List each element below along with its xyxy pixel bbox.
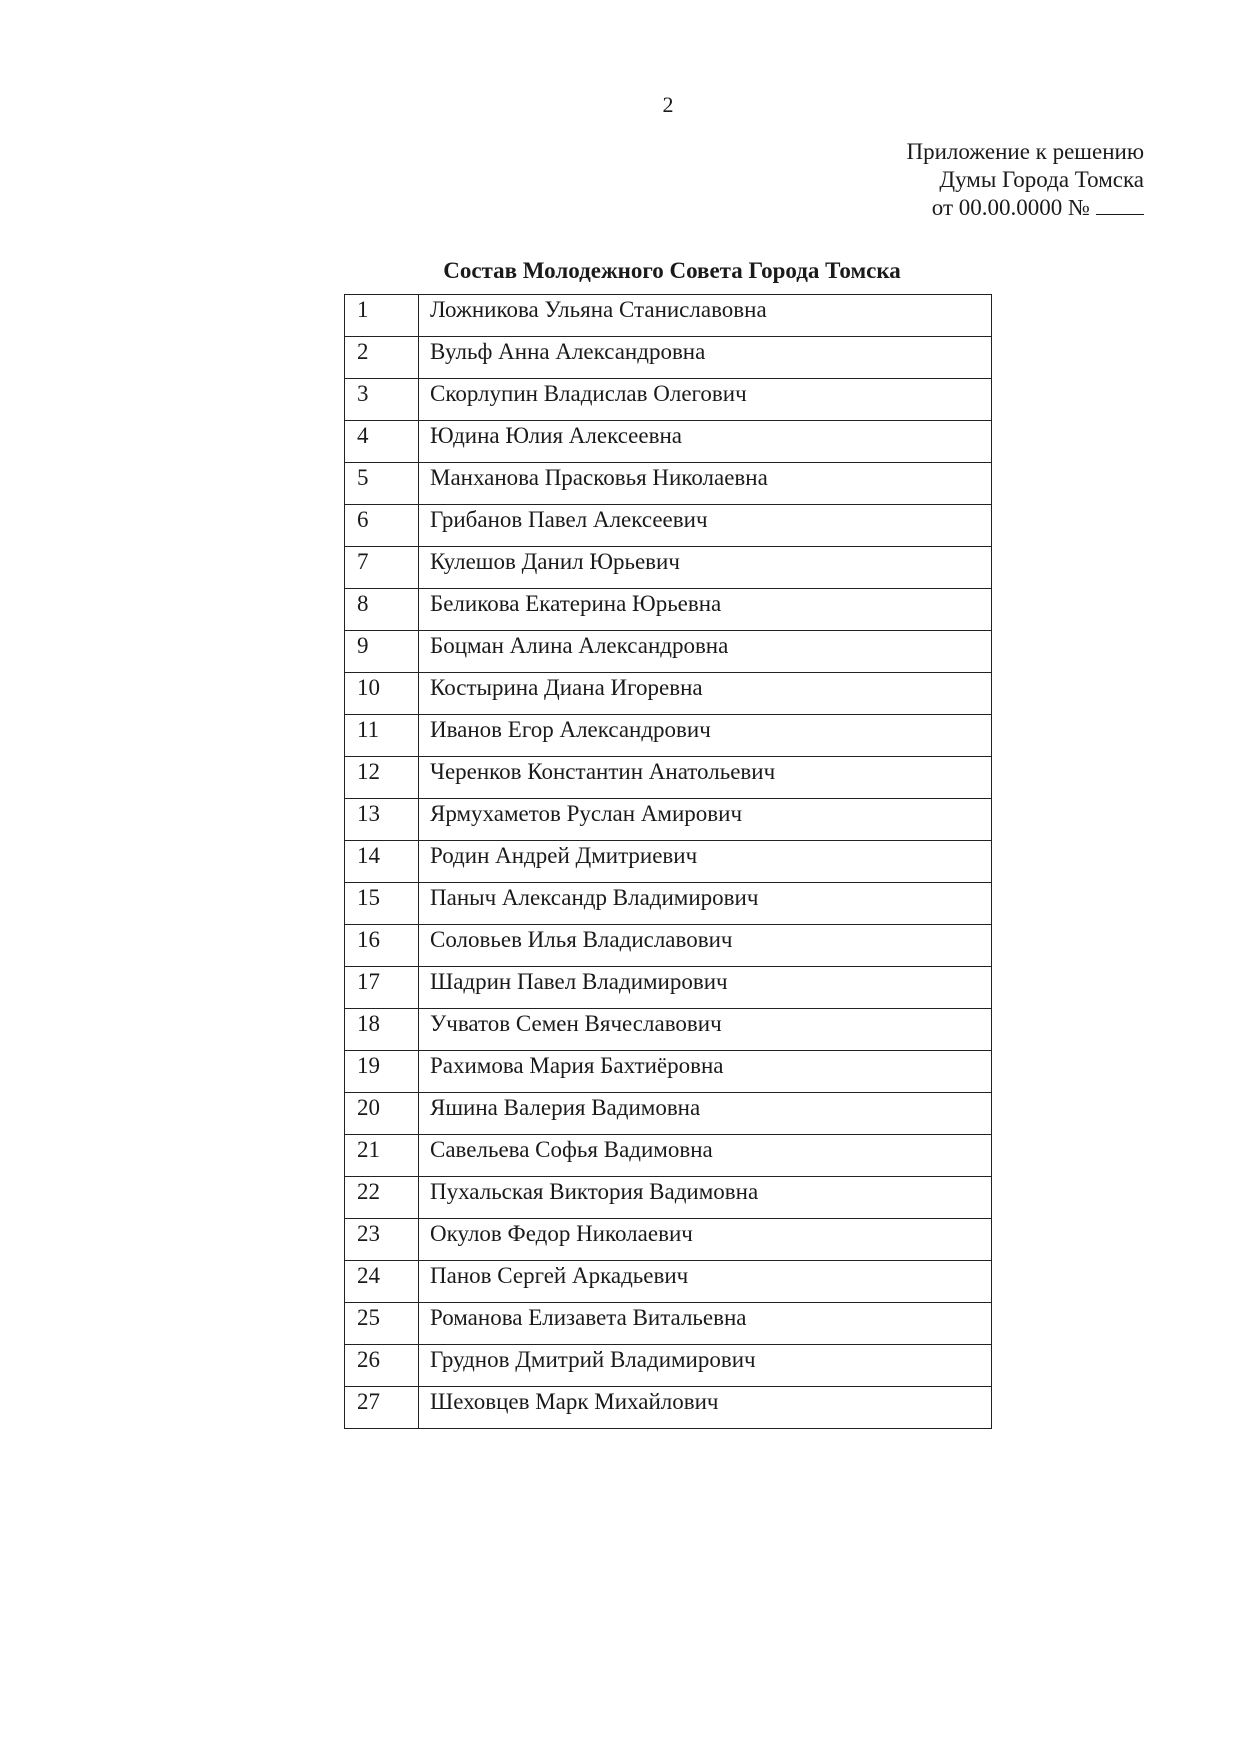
member-number: 15	[345, 883, 419, 925]
member-number: 23	[345, 1219, 419, 1261]
table-row	[345, 1177, 992, 1219]
table-row	[345, 295, 992, 337]
member-number: 14	[345, 841, 419, 883]
table-row	[345, 673, 992, 715]
table-row	[345, 757, 992, 799]
member-name: Панов Сергей Аркадьевич	[419, 1261, 992, 1303]
table-row	[345, 1261, 992, 1303]
attachment-line-1: Приложение к решению	[906, 139, 1144, 164]
attachment-line-2: Думы Города Томска	[939, 167, 1144, 192]
member-name: Иванов Егор Александрович	[419, 715, 992, 757]
table-row	[345, 925, 992, 967]
member-number: 1	[345, 295, 419, 337]
table-row	[345, 1303, 992, 1345]
member-name: Соловьев Илья Владиславович	[419, 925, 992, 967]
table-row	[345, 841, 992, 883]
member-number: 10	[345, 673, 419, 715]
member-number: 18	[345, 1009, 419, 1051]
table-row	[345, 715, 992, 757]
member-name: Беликова Екатерина Юрьевна	[419, 589, 992, 631]
member-number: 8	[345, 589, 419, 631]
table-row	[345, 967, 992, 1009]
table-row	[345, 463, 992, 505]
table-row	[345, 631, 992, 673]
member-name: Родин Андрей Дмитриевич	[419, 841, 992, 883]
table-row	[345, 337, 992, 379]
member-name: Савельева Софья Вадимовна	[419, 1135, 992, 1177]
table-row	[345, 379, 992, 421]
member-number: 24	[345, 1261, 419, 1303]
member-name: Кулешов Данил Юрьевич	[419, 547, 992, 589]
member-number: 21	[345, 1135, 419, 1177]
member-number: 6	[345, 505, 419, 547]
member-name: Юдина Юлия Алексеевна	[419, 421, 992, 463]
member-name: Боцман Алина Александровна	[419, 631, 992, 673]
table-row	[345, 1345, 992, 1387]
member-name: Груднов Дмитрий Владимирович	[419, 1345, 992, 1387]
table-row	[345, 547, 992, 589]
member-number: 16	[345, 925, 419, 967]
member-number: 12	[345, 757, 419, 799]
member-name: Скорлупин Владислав Олегович	[419, 379, 992, 421]
member-number: 27	[345, 1387, 419, 1429]
table-row	[345, 799, 992, 841]
members-table	[344, 294, 992, 1429]
table-row	[345, 883, 992, 925]
member-number: 13	[345, 799, 419, 841]
attachment-line-3	[906, 194, 1144, 222]
table-row	[345, 1219, 992, 1261]
member-name: Романова Елизавета Витальевна	[419, 1303, 992, 1345]
member-name: Яшина Валерия Вадимовна	[419, 1093, 992, 1135]
member-number: 17	[345, 967, 419, 1009]
table-row	[345, 1093, 992, 1135]
table-row	[345, 1387, 992, 1429]
member-name: Учватов Семен Вячеславович	[419, 1009, 992, 1051]
document-title: Состав Молодежного Совета Города Томска	[443, 258, 901, 283]
member-number: 22	[345, 1177, 419, 1219]
member-number: 26	[345, 1345, 419, 1387]
member-name: Шадрин Павел Владимирович	[419, 967, 992, 1009]
member-number: 7	[345, 547, 419, 589]
member-name: Пухальская Виктория Вадимовна	[419, 1177, 992, 1219]
table-row	[345, 421, 992, 463]
page-number: 2	[662, 92, 674, 117]
table-row	[345, 589, 992, 631]
member-name: Шеховцев Марк Михайлович	[419, 1387, 992, 1429]
table-row	[345, 1051, 992, 1093]
member-number: 2	[345, 337, 419, 379]
members-table-body	[345, 295, 992, 1429]
table-row	[345, 1135, 992, 1177]
member-name: Костырина Диана Игоревна	[419, 673, 992, 715]
member-name: Ярмухаметов Руслан Амирович	[419, 799, 992, 841]
member-number: 3	[345, 379, 419, 421]
table-row	[345, 1009, 992, 1051]
member-name: Паныч Александр Владимирович	[419, 883, 992, 925]
member-name: Манханова Прасковья Николаевна	[419, 463, 992, 505]
member-name: Грибанов Павел Алексеевич	[419, 505, 992, 547]
member-number: 19	[345, 1051, 419, 1093]
member-number: 25	[345, 1303, 419, 1345]
decision-number-blank	[1096, 196, 1144, 215]
member-number: 11	[345, 715, 419, 757]
member-name: Рахимова Мария Бахтиёровна	[419, 1051, 992, 1093]
member-number: 9	[345, 631, 419, 673]
member-number: 4	[345, 421, 419, 463]
member-name: Ложникова Ульяна Станиславовна	[419, 295, 992, 337]
attachment-note	[906, 138, 1144, 222]
member-name: Вульф Анна Александровна	[419, 337, 992, 379]
member-number: 20	[345, 1093, 419, 1135]
table-row	[345, 505, 992, 547]
member-number: 5	[345, 463, 419, 505]
member-name: Окулов Федор Николаевич	[419, 1219, 992, 1261]
decision-date-number: от 00.00.0000 №	[931, 195, 1090, 220]
member-name: Черенков Константин Анатольевич	[419, 757, 992, 799]
